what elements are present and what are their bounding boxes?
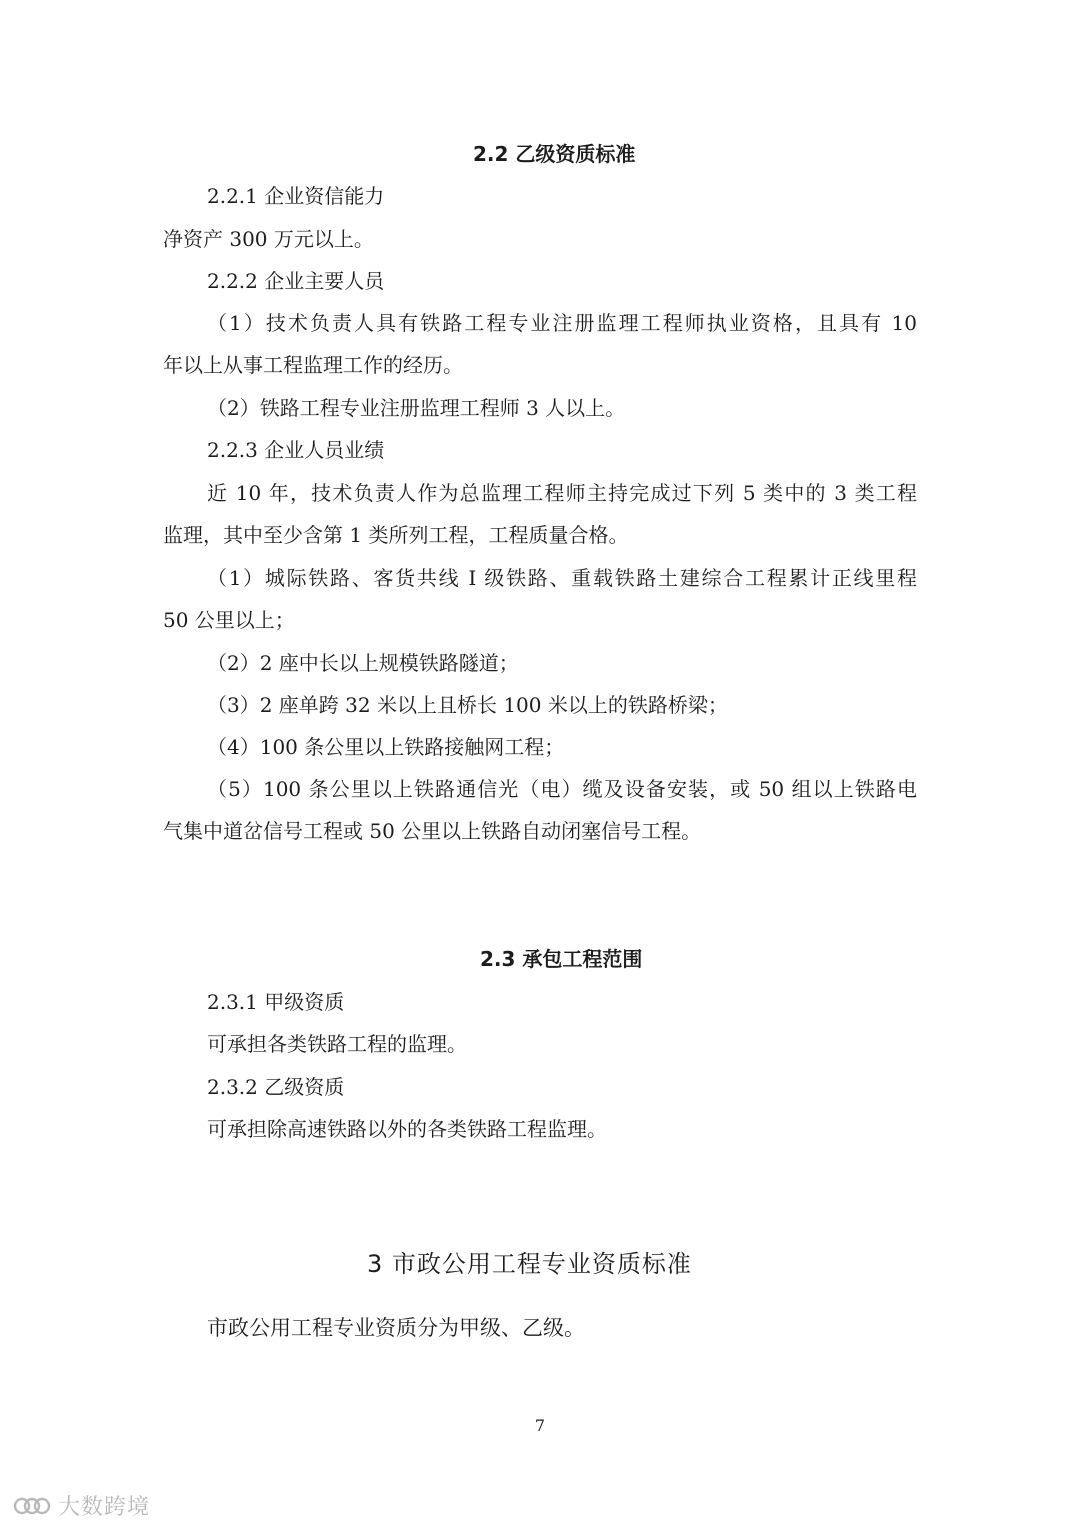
performance-item-1-line-2: 50 公里以上； [163,608,295,632]
grade-a-scope-text: 可承担各类铁路工程的监理。 [207,1032,467,1056]
grade-b-scope-text: 可承担除高速铁路以外的各类铁路工程监理。 [207,1117,607,1141]
section-2-3-heading: 2.3 承包工程范围 [480,947,643,971]
personnel-item-2: （2）铁路工程专业注册监理工程师 3 人以上。 [207,396,626,420]
section-2-2-heading: 2.2 乙级资质标准 [473,142,636,166]
page-number: 7 [534,1416,546,1435]
watermark-text: 大数跨境 [58,1495,151,1520]
chapter-3-intro-text: 市政公用工程专业资质分为甲级、乙级。 [207,1316,585,1340]
performance-intro-line-2: 监理，其中至少含第 1 类所列工程，工程质量合格。 [163,523,629,547]
subsection-2-2-3-title: 2.2.3 企业人员业绩 [207,438,385,462]
chapter-3-heading: 3 市政公用工程专业资质标准 [367,1250,692,1278]
performance-intro-line-1: 近 10 年，技术负责人作为总监理工程师主持完成过下列 5 类中的 3 类工程 [207,481,917,505]
watermark [12,1490,150,1521]
subsection-2-3-2-title: 2.3.2 乙级资质 [207,1075,345,1099]
performance-item-3: （3）2 座单跨 32 米以上且桥长 100 米以上的铁路桥梁； [207,693,728,717]
personnel-item-1-line-1: （1）技术负责人具有铁路工程专业注册监理工程师执业资格，且具有 10 [207,311,917,335]
performance-item-5-line-2: 气集中道岔信号工程或 50 公里以上铁路自动闭塞信号工程。 [163,819,702,843]
performance-item-4: （4）100 条公里以上铁路接触网工程； [207,735,565,759]
personnel-item-1-line-2: 年以上从事工程监理工作的经历。 [163,353,463,377]
subsection-2-2-1-title: 2.2.1 企业资信能力 [207,184,385,208]
performance-item-5-line-1: （5）100 条公里以上铁路通信光（电）缆及设备安装，或 50 组以上铁路电 [207,777,917,801]
link-icon [12,1493,52,1519]
net-assets-text: 净资产 300 万元以上。 [163,227,374,251]
subsection-2-2-2-title: 2.2.2 企业主要人员 [207,269,385,293]
performance-item-1-line-1: （1）城际铁路、客货共线 I 级铁路、重载铁路土建综合工程累计正线里程 [207,566,917,590]
performance-item-2: （2）2 座中长以上规模铁路隧道； [207,651,519,675]
subsection-2-3-1-title: 2.3.1 甲级资质 [207,990,345,1014]
